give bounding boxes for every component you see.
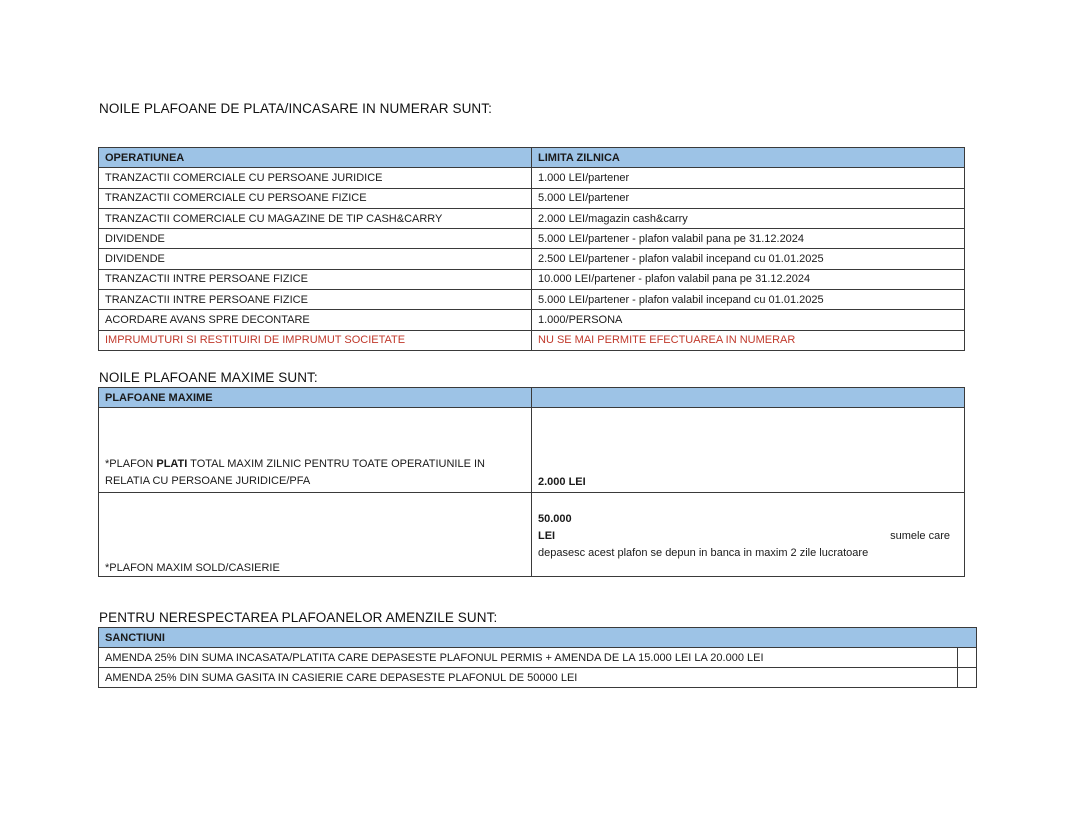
table-row (99, 229, 965, 249)
table-row (99, 188, 965, 208)
section1-heading: NOILE PLAFOANE DE PLATA/INCASARE IN NUMERAR SUNT: (99, 101, 492, 116)
section2-heading: NOILE PLAFOANE MAXIME SUNT: (99, 370, 318, 385)
operation-cell: IMPRUMUTURI SI RESTITUIRI DE IMPRUMUT SOCIETATE (99, 330, 532, 350)
operation-cell: TRANZACTII INTRE PERSOANE FIZICE (99, 290, 532, 310)
table-row (99, 668, 977, 688)
table-row (99, 493, 965, 577)
sanction-cell: AMENDA 25% DIN SUMA GASITA IN CASIERIE CARE DEPASESTE PLAFONUL DE 50000 LEI (99, 668, 958, 688)
max-cash-balance-label: *PLAFON MAXIM SOLD/CASIERIE (99, 493, 532, 577)
table-header-row (99, 628, 977, 648)
limit-cell: 5.000 LEI/partener - plafon valabil pana pe 31.12.2024 (532, 229, 965, 249)
table-header-row (99, 148, 965, 168)
limit-cell: 2.000 LEI/magazin cash&carry (532, 208, 965, 228)
sanctions-header: SANCTIUNI (99, 628, 977, 648)
column-header-limit: LIMITA ZILNICA (532, 148, 965, 168)
table-row (99, 269, 965, 289)
daily-payment-limit-value: 2.000 LEI (532, 408, 965, 493)
max-limits-header-empty (532, 388, 965, 408)
limit-cell: NU SE MAI PERMITE EFECTUAREA IN NUMERAR (532, 330, 965, 350)
table-row-highlighted (99, 330, 965, 350)
table-row (99, 290, 965, 310)
empty-cell (958, 648, 977, 668)
cash-limits-table (98, 147, 965, 351)
limit-cell: 1.000/PERSONA (532, 310, 965, 330)
table-row (99, 168, 965, 188)
table-row (99, 310, 965, 330)
limit-cell: 10.000 LEI/partener - plafon valabil pana pe 31.12.2024 (532, 269, 965, 289)
table-row (99, 208, 965, 228)
empty-cell (958, 668, 977, 688)
operation-cell: TRANZACTII INTRE PERSOANE FIZICE (99, 269, 532, 289)
section3-heading: PENTRU NERESPECTAREA PLAFOANELOR AMENZILE SUNT: (99, 610, 498, 625)
sanction-cell: AMENDA 25% DIN SUMA INCASATA/PLATITA CARE DEPASESTE PLAFONUL PERMIS + AMENDA DE LA 15.000 LEI LA 20.000 LEI (99, 648, 958, 668)
column-header-operation: OPERATIUNEA (99, 148, 532, 168)
operation-cell: ACORDARE AVANS SPRE DECONTARE (99, 310, 532, 330)
operation-cell: TRANZACTII COMERCIALE CU MAGAZINE DE TIP CASH&CARRY (99, 208, 532, 228)
max-limits-header: PLAFOANE MAXIME (99, 388, 532, 408)
operation-cell: TRANZACTII COMERCIALE CU PERSOANE JURIDICE (99, 168, 532, 188)
table-row (99, 249, 965, 269)
limit-cell: 5.000 LEI/partener - plafon valabil incepand cu 01.01.2025 (532, 290, 965, 310)
max-cash-balance-value: 50.000 LEI sumele care depasesc acest plafon se depun in banca in maxim 2 zile lucratoare (532, 493, 965, 577)
limit-cell: 5.000 LEI/partener (532, 188, 965, 208)
daily-payment-limit-label: *PLAFON PLATI TOTAL MAXIM ZILNIC PENTRU TOATE OPERATIUNILE IN RELATIA CU PERSOANE JURIDICE/PFA (99, 408, 532, 493)
limit-cell: 1.000 LEI/partener (532, 168, 965, 188)
table-row (99, 648, 977, 668)
operation-cell: DIVIDENDE (99, 229, 532, 249)
operation-cell: TRANZACTII COMERCIALE CU PERSOANE FIZICE (99, 188, 532, 208)
max-limits-table (98, 387, 965, 577)
operation-cell: DIVIDENDE (99, 249, 532, 269)
sanctions-table (98, 627, 977, 688)
table-header-row (99, 388, 965, 408)
limit-cell: 2.500 LEI/partener - plafon valabil incepand cu 01.01.2025 (532, 249, 965, 269)
table-row (99, 408, 965, 493)
